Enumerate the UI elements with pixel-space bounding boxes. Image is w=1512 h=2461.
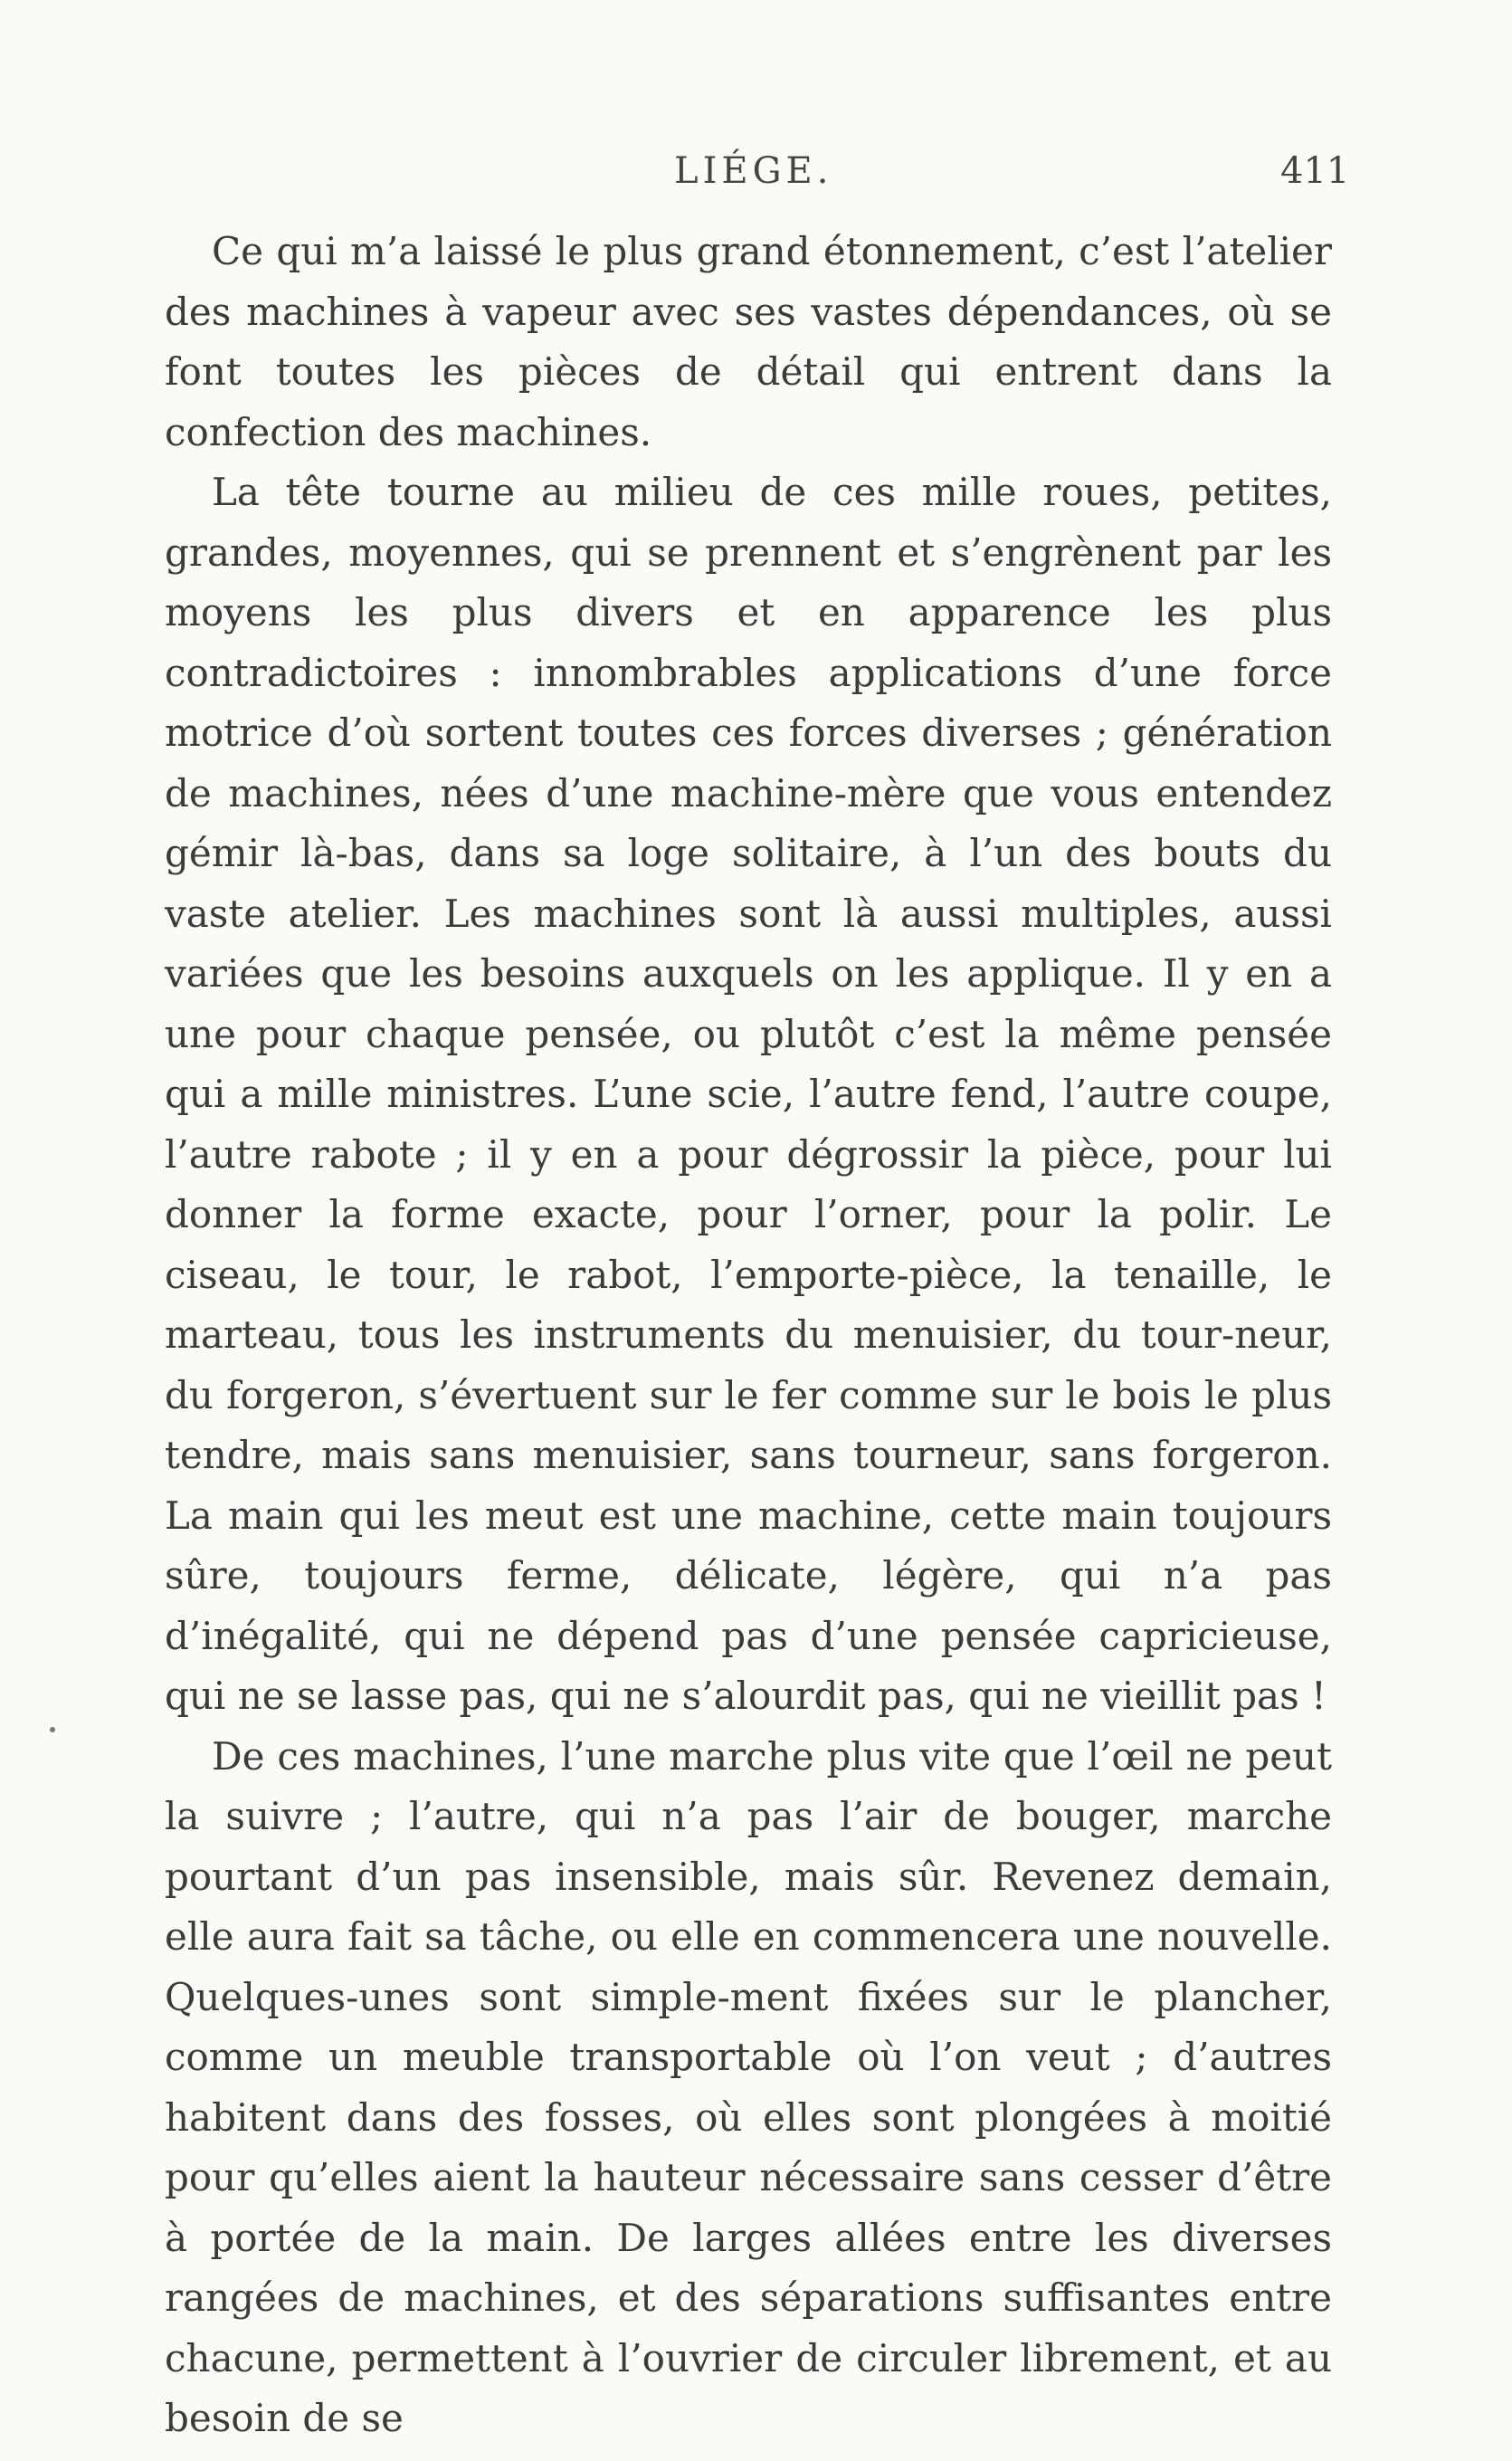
paragraph-3: De ces machines, l’une marche plus vite que l’œil ne peut la suivre ; l’autre, qui n’a pas l’air de bouger, marche pourtant d’un pas insensible, mais sûr. Revenez demain, elle aura fait sa tâche, ou elle en commencera une nouvelle. Quelques-unes sont simple-ment fixées sur le plancher, comme un meuble transportable où l’on veut ; d’autres habitent dans des fosses, où elles sont plongées à moitié pour qu’elles aient la hauteur nécessaire sans cesser d’être à portée de la main. De larges allées entre les diverses rangées de machines, et des séparations suffisantes entre chacune, permettent à l’ouvrier de circuler librement, et au besoin de se: [165, 1733, 1332, 2440]
page-number: 411: [1280, 150, 1350, 192]
running-head: [0, 150, 1512, 205]
paragraph-2: La tête tourne au milieu de ces mille roues, petites, grandes, moyennes, qui se prennent et s’engrènent par les moyens les plus divers et en apparence les plus contradictoires : innombrables applications d’une force motrice d’où sortent toutes ces forces diverses ; génération de machines, nées d’une machine-mère que vous entendez gémir là-bas, dans sa loge solitaire, à l’un des bouts du vaste atelier. Les machines sont là aussi multiples, aussi variées que les besoins auxquels on les applique. Il y en a une pour chaque pensée, ou plutôt c’est la même pensée qui a mille ministres. L’une scie, l’autre fend, l’autre coupe, l’autre rabote ; il y en a pour dégrossir la pièce, pour lui donner la forme exacte, pour l’orner, pour la polir. Le ciseau, le tour, le rabot, l’emporte-pièce, la tenaille, le marteau, tous les instruments du menuisier, du tour-neur, du forgeron, s’évertuent sur le fer comme sur le bois le plus tendre, mais sans menuisier, sans tourneur, sans forgeron. La main qui les meut est une machine, cette main toujours sûre, toujours ferme, délicate, légère, qui n’a pas d’inégalité, qui ne dépend pas d’une pensée capricieuse, qui ne se lasse pas, qui ne s’alourdit pas, qui ne vieillit pas !: [165, 470, 1332, 1718]
body-text: [165, 222, 1332, 2449]
paragraph-1: Ce qui m’a laissé le plus grand étonnement, c’est l’atelier des machines à vapeur avec ses vastes dépendances, où se font toutes les pièces de détail qui entrent dans la confection des machines.: [165, 229, 1332, 454]
margin-mark: [50, 1727, 55, 1732]
running-title: LIÉGE.: [674, 150, 833, 192]
